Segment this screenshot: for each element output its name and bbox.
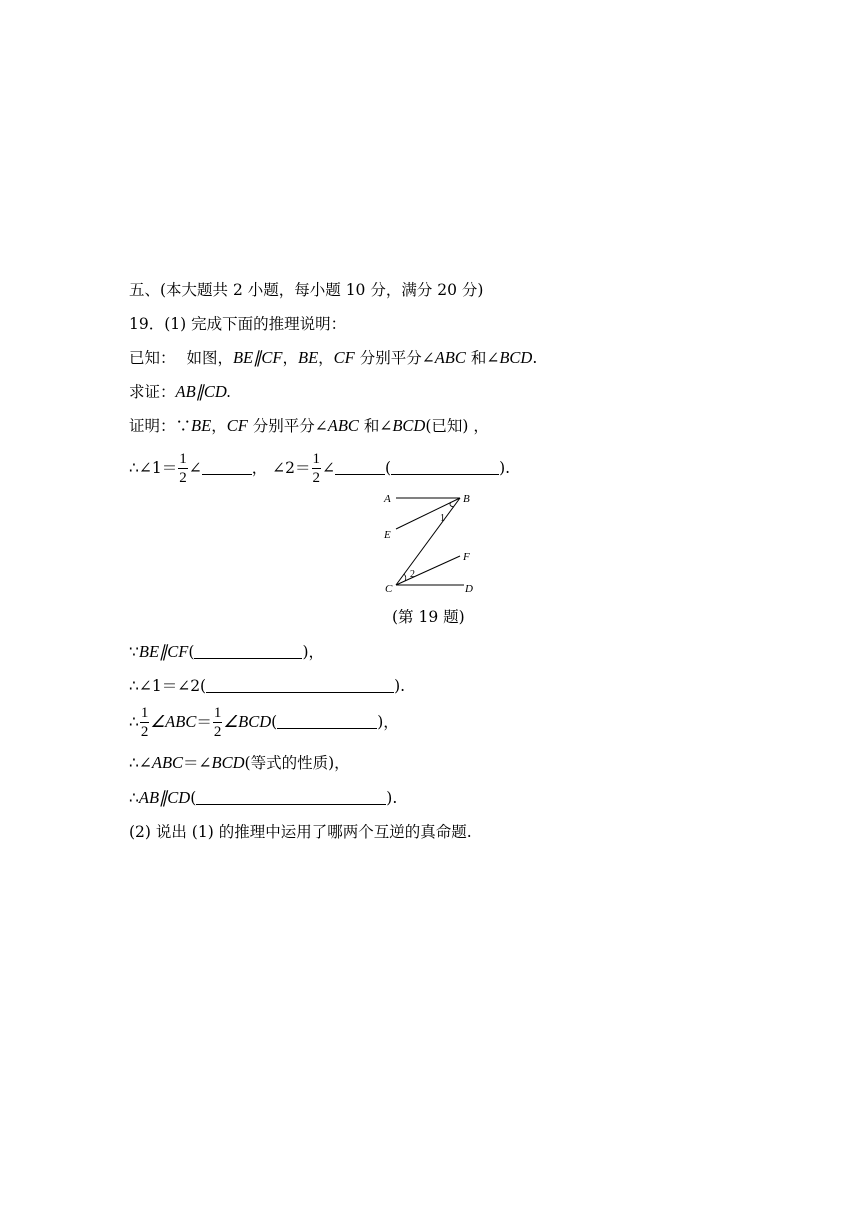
given-bcd: BCD	[499, 348, 533, 367]
point-label-f: F	[463, 551, 470, 563]
problem-intro: 19．(1) 完成下面的推理说明：	[129, 315, 347, 333]
paren-open: (	[271, 713, 278, 731]
paren-close: ).	[386, 789, 398, 807]
step3-prefix: ∴∠1＝∠2(	[129, 677, 207, 695]
angle-label-2: 2	[410, 569, 415, 580]
figure-caption: (第 19 题)	[392, 608, 465, 626]
step4-right: ∠BCD	[223, 712, 272, 731]
fraction-numerator: 1	[213, 705, 222, 721]
given-end: .	[532, 349, 538, 367]
proof-comma: ，	[211, 417, 227, 435]
paren-close: ).	[394, 677, 406, 695]
paren-open: (	[385, 459, 392, 477]
fraction-denominator: 2	[140, 724, 149, 740]
paren-close: )，	[377, 713, 399, 731]
given-text: 分别平分∠	[359, 349, 435, 367]
fraction-half	[312, 452, 322, 486]
step2-prefix: ∵	[129, 643, 139, 661]
point-label-d: D	[465, 583, 473, 595]
paren-close: )，	[302, 643, 324, 661]
proof-abc: ABC	[327, 416, 359, 435]
step4-eq: ＝	[196, 713, 212, 731]
point-label-a: A	[384, 493, 391, 505]
fraction-half	[140, 706, 150, 740]
paren-close: ).	[499, 459, 511, 477]
geometry-figure	[380, 488, 480, 598]
proof-text: 和∠	[363, 417, 393, 435]
fraction-denominator: 2	[213, 724, 222, 740]
proof-text: 分别平分∠	[252, 417, 328, 435]
given-text: 和∠	[470, 349, 500, 367]
angle-arc-2	[404, 574, 406, 581]
step5-abc: ABC	[151, 753, 184, 772]
step4-prefix: ∴	[129, 713, 139, 731]
proof-label: 证明：∵	[129, 417, 192, 435]
step5-reason: (等式的性质)，	[244, 754, 350, 772]
prove-statement: AB∥CD	[175, 382, 227, 401]
step5-prefix: ∴∠	[129, 754, 152, 772]
given-be: BE	[297, 348, 319, 367]
step1-line	[129, 450, 510, 486]
proof-bcd: BCD	[392, 416, 426, 435]
fraction-half	[213, 706, 223, 740]
reason-blank-3[interactable]	[206, 677, 394, 693]
step2-line	[129, 639, 324, 665]
answer-blank-1[interactable]	[202, 459, 252, 475]
fraction-denominator: 2	[179, 470, 187, 486]
fraction-numerator: 1	[140, 705, 149, 721]
paren-open: (	[188, 643, 195, 661]
fraction-denominator: 2	[312, 470, 320, 486]
segment-bc	[396, 498, 460, 585]
part2-question: (2) 说出 (1) 的推理中运用了哪两个互逆的真命题.	[129, 823, 472, 841]
given-comma: ，	[318, 349, 334, 367]
reason-blank-2[interactable]	[194, 643, 302, 659]
reason-blank-4[interactable]	[277, 713, 377, 729]
proof-reason: (已知) ，	[425, 417, 489, 435]
step6-prefix: ∴	[129, 789, 139, 807]
step5-bcd: BCD	[211, 753, 245, 772]
section-heading: 五、(本大题共 2 小题，每小题 10 分，满分 20 分)	[129, 281, 484, 299]
point-label-b: B	[463, 493, 470, 505]
proof-start-line	[129, 413, 489, 439]
angle-label-1: 1	[440, 513, 445, 524]
given-text: 如图，	[186, 349, 233, 367]
step1-prefix: ∴∠1＝	[129, 459, 178, 477]
given-cf: CF	[333, 348, 355, 367]
given-line	[129, 345, 537, 371]
given-comma: ，	[282, 349, 298, 367]
step3-line	[129, 673, 405, 699]
fraction-numerator: 1	[179, 451, 187, 467]
given-label: 已知：	[129, 349, 176, 367]
angle-symbol: ∠	[322, 459, 335, 477]
step6-line	[129, 785, 397, 811]
step2-expr: BE∥CF	[138, 642, 189, 661]
reason-blank-5[interactable]	[196, 789, 386, 805]
fraction-numerator: 1	[312, 451, 320, 467]
paren-open: (	[190, 789, 197, 807]
step6-expr: AB∥CD	[138, 788, 191, 807]
given-abc: ABC	[434, 348, 466, 367]
step5-eq: ＝∠	[183, 754, 212, 772]
prove-line	[129, 379, 231, 405]
proof-be: BE	[191, 416, 212, 435]
step4-line	[129, 704, 399, 740]
prove-label: 求证：	[129, 383, 176, 401]
given-be-par-cf: BE∥CF	[232, 348, 283, 367]
step5-line	[129, 750, 350, 776]
answer-blank-2[interactable]	[335, 459, 385, 475]
fraction-half	[178, 452, 188, 486]
angle-symbol: ∠	[188, 459, 202, 477]
point-label-e: E	[384, 529, 391, 541]
point-label-c: C	[385, 583, 393, 595]
step1-separator: ， ∠2＝	[251, 459, 311, 477]
prove-end: .	[226, 382, 231, 401]
reason-blank-1[interactable]	[391, 459, 499, 475]
step4-left: ∠ABC	[150, 712, 197, 731]
proof-cf: CF	[226, 416, 248, 435]
